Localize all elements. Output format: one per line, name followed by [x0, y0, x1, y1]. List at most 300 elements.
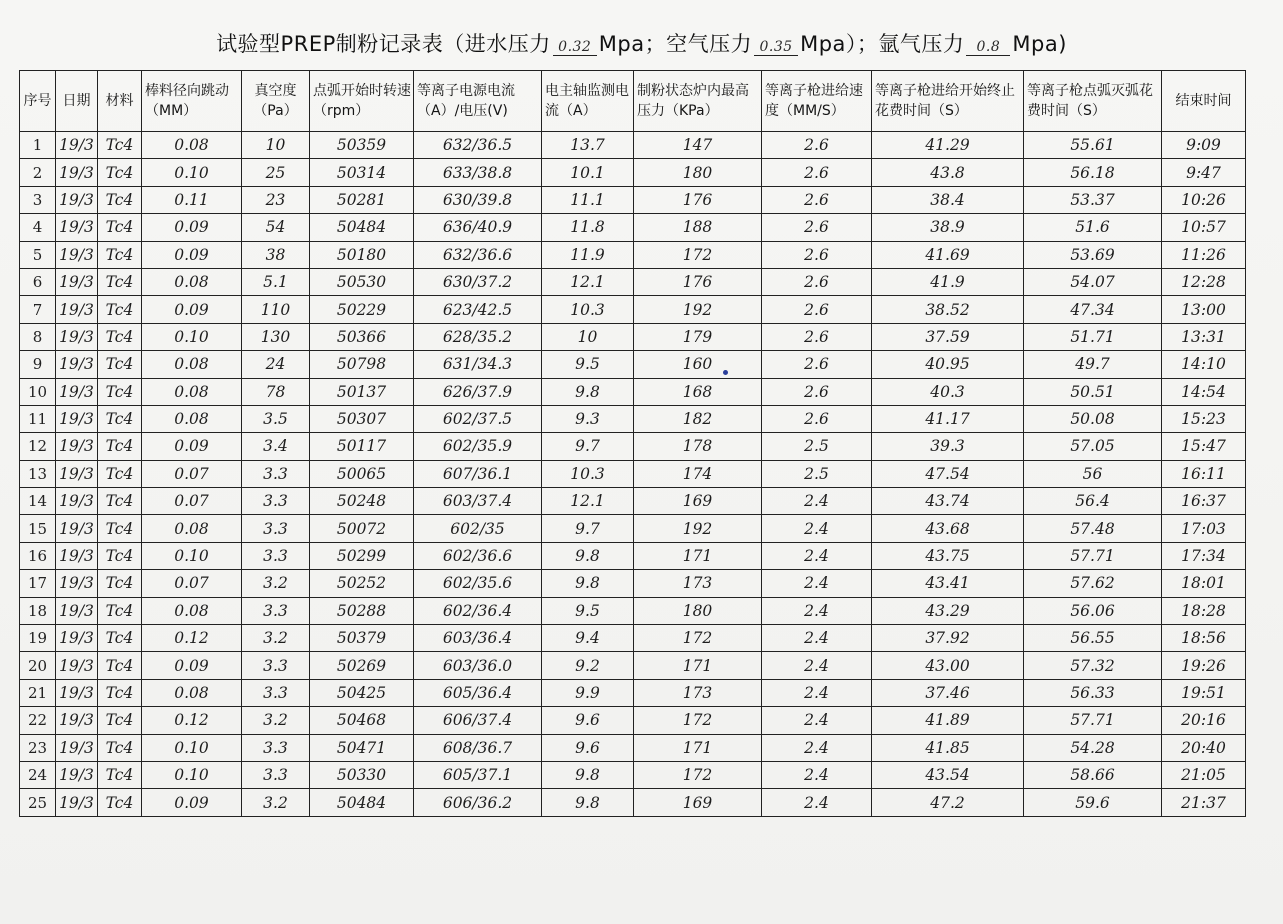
table-row: [20, 296, 1246, 323]
table-cell: 19:51: [1162, 679, 1246, 706]
table-cell: 56.55: [1024, 625, 1162, 652]
table-cell: 40.3: [872, 378, 1024, 405]
table-cell: 16: [20, 542, 56, 569]
table-cell: 2.6: [762, 214, 872, 241]
table-cell: 171: [634, 652, 762, 679]
table-cell: 0.10: [142, 159, 242, 186]
table-cell: 43.29: [872, 597, 1024, 624]
table-cell: 50314: [310, 159, 414, 186]
table-cell: 20:40: [1162, 734, 1246, 761]
table-cell: 176: [634, 186, 762, 213]
table-cell: 9.5: [542, 351, 634, 378]
table-cell: 19/3: [56, 542, 98, 569]
table-cell: 19/3: [56, 597, 98, 624]
table-row: [20, 214, 1246, 241]
table-cell: 608/36.7: [414, 734, 542, 761]
table-cell: 50468: [310, 707, 414, 734]
table-cell: 2.6: [762, 296, 872, 323]
table-cell: 631/34.3: [414, 351, 542, 378]
table-cell: 19/3: [56, 734, 98, 761]
table-cell: 626/37.9: [414, 378, 542, 405]
table-cell: 0.10: [142, 323, 242, 350]
table-cell: 169: [634, 789, 762, 816]
table-cell: 9.8: [542, 761, 634, 788]
table-cell: 0.11: [142, 186, 242, 213]
table-cell: 39.3: [872, 433, 1024, 460]
table-cell: 603/36.0: [414, 652, 542, 679]
table-cell: 14:10: [1162, 351, 1246, 378]
table-cell: 10: [20, 378, 56, 405]
table-cell: 2.4: [762, 515, 872, 542]
table-cell: 23: [20, 734, 56, 761]
table-cell: 19/3: [56, 652, 98, 679]
table-cell: 19/3: [56, 186, 98, 213]
table-cell: 168: [634, 378, 762, 405]
table-cell: 47.54: [872, 460, 1024, 487]
table-cell: 2.4: [762, 707, 872, 734]
air-pressure-value: 0.35: [754, 39, 798, 56]
table-cell: 173: [634, 679, 762, 706]
table-cell: 41.29: [872, 132, 1024, 159]
water-pressure-value: 0.32: [553, 39, 597, 56]
table-cell: 38.52: [872, 296, 1024, 323]
table-cell: 0.09: [142, 652, 242, 679]
table-cell: 43.68: [872, 515, 1024, 542]
table-cell: 50281: [310, 186, 414, 213]
table-cell: 20:16: [1162, 707, 1246, 734]
table-cell: 12.1: [542, 488, 634, 515]
table-row: [20, 323, 1246, 350]
table-cell: 9.5: [542, 597, 634, 624]
table-cell: 19/3: [56, 378, 98, 405]
table-row: [20, 241, 1246, 268]
table-cell: 15: [20, 515, 56, 542]
table-cell: 19/3: [56, 789, 98, 816]
table-cell: Tc4: [98, 597, 142, 624]
table-cell: 11:26: [1162, 241, 1246, 268]
table-row: [20, 351, 1246, 378]
table-row: [20, 460, 1246, 487]
table-cell: 20: [20, 652, 56, 679]
table-cell: 602/35: [414, 515, 542, 542]
table-cell: 636/40.9: [414, 214, 542, 241]
table-cell: 50484: [310, 789, 414, 816]
table-cell: 13: [20, 460, 56, 487]
table-cell: 19/3: [56, 323, 98, 350]
table-cell: 606/37.4: [414, 707, 542, 734]
table-cell: Tc4: [98, 789, 142, 816]
table-cell: 130: [242, 323, 310, 350]
table-cell: 0.09: [142, 241, 242, 268]
table-cell: 178: [634, 433, 762, 460]
table-cell: 13:00: [1162, 296, 1246, 323]
column-header: 结束时间: [1162, 71, 1246, 132]
table-cell: 50299: [310, 542, 414, 569]
table-cell: 2.4: [762, 597, 872, 624]
table-cell: 3.2: [242, 789, 310, 816]
table-cell: 19/3: [56, 351, 98, 378]
table-row: [20, 570, 1246, 597]
table-cell: 628/35.2: [414, 323, 542, 350]
table-cell: 9.3: [542, 405, 634, 432]
table-cell: 10:57: [1162, 214, 1246, 241]
table-cell: 41.69: [872, 241, 1024, 268]
table-cell: 50330: [310, 761, 414, 788]
table-cell: 192: [634, 296, 762, 323]
table-cell: 9.8: [542, 789, 634, 816]
title-mid-1: Mpa；空气压力: [598, 32, 753, 56]
table-cell: 3.3: [242, 542, 310, 569]
table-cell: 0.10: [142, 542, 242, 569]
table-cell: 13:31: [1162, 323, 1246, 350]
table-cell: 605/37.1: [414, 761, 542, 788]
table-cell: 57.05: [1024, 433, 1162, 460]
table-row: [20, 625, 1246, 652]
table-row: [20, 268, 1246, 295]
table-cell: 2.6: [762, 323, 872, 350]
table-cell: 13.7: [542, 132, 634, 159]
table-cell: Tc4: [98, 132, 142, 159]
table-cell: 53.69: [1024, 241, 1162, 268]
table-cell: 2: [20, 159, 56, 186]
table-cell: 19/3: [56, 214, 98, 241]
table-cell: 41.17: [872, 405, 1024, 432]
table-cell: 623/42.5: [414, 296, 542, 323]
table-cell: 602/35.6: [414, 570, 542, 597]
table-cell: 0.08: [142, 515, 242, 542]
table-cell: 43.54: [872, 761, 1024, 788]
table-cell: 0.08: [142, 597, 242, 624]
table-cell: 0.09: [142, 214, 242, 241]
table-cell: 38.4: [872, 186, 1024, 213]
table-cell: 57.71: [1024, 707, 1162, 734]
column-header: 等离子枪进给开始终止花费时间（S）: [872, 71, 1024, 132]
table-cell: 21:05: [1162, 761, 1246, 788]
table-cell: 50484: [310, 214, 414, 241]
table-cell: 10:26: [1162, 186, 1246, 213]
title-prefix: 试验型PREP制粉记录表（进水压力: [216, 32, 551, 56]
table-cell: 41.85: [872, 734, 1024, 761]
table-cell: 38.9: [872, 214, 1024, 241]
table-cell: 0.08: [142, 132, 242, 159]
table-cell: 3.5: [242, 405, 310, 432]
table-cell: Tc4: [98, 214, 142, 241]
table-cell: 174: [634, 460, 762, 487]
table-cell: 54.28: [1024, 734, 1162, 761]
table-cell: 603/37.4: [414, 488, 542, 515]
table-cell: 3.3: [242, 734, 310, 761]
table-cell: 43.8: [872, 159, 1024, 186]
table-cell: 171: [634, 734, 762, 761]
table-cell: 18:56: [1162, 625, 1246, 652]
table-cell: 50137: [310, 378, 414, 405]
table-cell: 605/36.4: [414, 679, 542, 706]
table-cell: 19/3: [56, 159, 98, 186]
table-cell: 607/36.1: [414, 460, 542, 487]
table-cell: 21:37: [1162, 789, 1246, 816]
table-cell: 3.3: [242, 515, 310, 542]
table-cell: 16:37: [1162, 488, 1246, 515]
table-cell: 57.48: [1024, 515, 1162, 542]
column-header: 序号: [20, 71, 56, 132]
table-cell: 0.09: [142, 296, 242, 323]
table-cell: 3.4: [242, 433, 310, 460]
table-cell: 14:54: [1162, 378, 1246, 405]
table-cell: 43.00: [872, 652, 1024, 679]
table-cell: 15:47: [1162, 433, 1246, 460]
column-header: 棒料径向跳动（MM）: [142, 71, 242, 132]
table-cell: 602/37.5: [414, 405, 542, 432]
table-cell: Tc4: [98, 351, 142, 378]
table-cell: 16:11: [1162, 460, 1246, 487]
table-cell: 169: [634, 488, 762, 515]
table-cell: 0.09: [142, 433, 242, 460]
table-cell: 11.9: [542, 241, 634, 268]
table-row: [20, 488, 1246, 515]
table-cell: 50117: [310, 433, 414, 460]
table-cell: 10.3: [542, 296, 634, 323]
table-cell: 19/3: [56, 679, 98, 706]
table-cell: 24: [20, 761, 56, 788]
table-cell: 50379: [310, 625, 414, 652]
table-cell: 0.10: [142, 761, 242, 788]
table-cell: 5.1: [242, 268, 310, 295]
table-cell: 12:28: [1162, 268, 1246, 295]
table-cell: 2.6: [762, 268, 872, 295]
table-body: [20, 132, 1246, 817]
table-cell: 9:09: [1162, 132, 1246, 159]
table-cell: 19/3: [56, 433, 98, 460]
table-cell: Tc4: [98, 241, 142, 268]
table-cell: Tc4: [98, 460, 142, 487]
table-cell: 2.6: [762, 405, 872, 432]
table-cell: 2.6: [762, 132, 872, 159]
table-cell: 2.4: [762, 625, 872, 652]
table-cell: 2.4: [762, 570, 872, 597]
table-cell: 50425: [310, 679, 414, 706]
table-cell: 50359: [310, 132, 414, 159]
table-cell: 47.2: [872, 789, 1024, 816]
table-cell: 9.6: [542, 707, 634, 734]
table-cell: 10.1: [542, 159, 634, 186]
table-cell: 9.4: [542, 625, 634, 652]
table-cell: Tc4: [98, 570, 142, 597]
table-cell: 19/3: [56, 132, 98, 159]
table-cell: 19/3: [56, 625, 98, 652]
table-cell: 56.18: [1024, 159, 1162, 186]
table-cell: 22: [20, 707, 56, 734]
table-cell: 57.71: [1024, 542, 1162, 569]
table-cell: 37.92: [872, 625, 1024, 652]
table-cell: 18: [20, 597, 56, 624]
table-cell: 2.4: [762, 542, 872, 569]
table-cell: 5: [20, 241, 56, 268]
column-header: 等离子枪点弧灭弧花费时间（S）: [1024, 71, 1162, 132]
table-cell: 43.74: [872, 488, 1024, 515]
table-cell: 172: [634, 625, 762, 652]
table-row: [20, 542, 1246, 569]
table-cell: 9.8: [542, 542, 634, 569]
table-cell: 38: [242, 241, 310, 268]
table-row: [20, 707, 1246, 734]
table-cell: 1: [20, 132, 56, 159]
table-cell: 632/36.5: [414, 132, 542, 159]
table-cell: Tc4: [98, 652, 142, 679]
table-cell: 3.3: [242, 460, 310, 487]
table-cell: 56.4: [1024, 488, 1162, 515]
table-cell: 57.32: [1024, 652, 1162, 679]
table-cell: 50252: [310, 570, 414, 597]
table-cell: 14: [20, 488, 56, 515]
table-cell: 2.4: [762, 761, 872, 788]
table-cell: 0.07: [142, 488, 242, 515]
table-cell: 43.41: [872, 570, 1024, 597]
table-cell: 50229: [310, 296, 414, 323]
table-cell: 19/3: [56, 707, 98, 734]
table-row: [20, 597, 1246, 624]
table-cell: 6: [20, 268, 56, 295]
table-cell: 3.3: [242, 761, 310, 788]
ink-dot: [723, 370, 728, 375]
table-cell: Tc4: [98, 761, 142, 788]
table-cell: 11: [20, 405, 56, 432]
table-cell: 37.46: [872, 679, 1024, 706]
table-cell: Tc4: [98, 378, 142, 405]
title-suffix: Mpa): [1012, 32, 1067, 56]
table-cell: 3.3: [242, 597, 310, 624]
table-cell: 10.3: [542, 460, 634, 487]
table-cell: 2.5: [762, 433, 872, 460]
table-row: [20, 789, 1246, 816]
table-cell: 10: [542, 323, 634, 350]
table-cell: 9.6: [542, 734, 634, 761]
table-cell: 50471: [310, 734, 414, 761]
table-row: [20, 515, 1246, 542]
table-cell: 41.89: [872, 707, 1024, 734]
table-cell: Tc4: [98, 159, 142, 186]
table-cell: 40.95: [872, 351, 1024, 378]
table-cell: 3.2: [242, 570, 310, 597]
table-row: [20, 433, 1246, 460]
table-cell: 19/3: [56, 460, 98, 487]
table-cell: 50269: [310, 652, 414, 679]
table-cell: 50288: [310, 597, 414, 624]
table-cell: 4: [20, 214, 56, 241]
table-cell: 3.2: [242, 625, 310, 652]
table-row: [20, 159, 1246, 186]
table-cell: 172: [634, 241, 762, 268]
table-cell: 19/3: [56, 241, 98, 268]
table-cell: 110: [242, 296, 310, 323]
table-cell: 50072: [310, 515, 414, 542]
table-cell: 18:28: [1162, 597, 1246, 624]
table-cell: 180: [634, 159, 762, 186]
table-row: [20, 679, 1246, 706]
table-cell: 11.1: [542, 186, 634, 213]
table-cell: 25: [242, 159, 310, 186]
table-cell: 21: [20, 679, 56, 706]
table-row: [20, 761, 1246, 788]
table-cell: 2.4: [762, 679, 872, 706]
table-cell: 192: [634, 515, 762, 542]
table-row: [20, 734, 1246, 761]
table-cell: 7: [20, 296, 56, 323]
table-cell: 9.2: [542, 652, 634, 679]
table-cell: 2.6: [762, 378, 872, 405]
table-cell: 9: [20, 351, 56, 378]
table-cell: 172: [634, 707, 762, 734]
table-cell: 50.08: [1024, 405, 1162, 432]
table-cell: 19/3: [56, 570, 98, 597]
table-cell: 56.33: [1024, 679, 1162, 706]
table-cell: 12: [20, 433, 56, 460]
table-cell: 176: [634, 268, 762, 295]
table-cell: 50065: [310, 460, 414, 487]
table-cell: 3.2: [242, 707, 310, 734]
table-cell: 54: [242, 214, 310, 241]
table-cell: Tc4: [98, 542, 142, 569]
table-cell: Tc4: [98, 268, 142, 295]
table-cell: 54.07: [1024, 268, 1162, 295]
table-cell: 19/3: [56, 268, 98, 295]
table-header-row: [20, 71, 1246, 132]
table-cell: 0.07: [142, 460, 242, 487]
table-cell: 17:03: [1162, 515, 1246, 542]
table-cell: 19/3: [56, 488, 98, 515]
table-cell: 0.08: [142, 679, 242, 706]
table-cell: 2.6: [762, 186, 872, 213]
table-cell: 172: [634, 761, 762, 788]
table-cell: 47.34: [1024, 296, 1162, 323]
table-cell: 19/3: [56, 515, 98, 542]
table-cell: 188: [634, 214, 762, 241]
table-cell: 12.1: [542, 268, 634, 295]
table-cell: 41.9: [872, 268, 1024, 295]
table-cell: 3.3: [242, 652, 310, 679]
table-cell: 19: [20, 625, 56, 652]
table-cell: 25: [20, 789, 56, 816]
table-cell: 603/36.4: [414, 625, 542, 652]
table-cell: 11.8: [542, 214, 634, 241]
table-cell: Tc4: [98, 186, 142, 213]
table-cell: Tc4: [98, 488, 142, 515]
table-cell: 37.59: [872, 323, 1024, 350]
table-cell: 606/36.2: [414, 789, 542, 816]
table-cell: 9.7: [542, 433, 634, 460]
table-cell: 78: [242, 378, 310, 405]
table-cell: 50180: [310, 241, 414, 268]
table-cell: 182: [634, 405, 762, 432]
table-cell: 173: [634, 570, 762, 597]
table-cell: 50798: [310, 351, 414, 378]
table-cell: 633/38.8: [414, 159, 542, 186]
table-row: [20, 132, 1246, 159]
table-cell: 19:26: [1162, 652, 1246, 679]
table-cell: 0.08: [142, 268, 242, 295]
table-cell: Tc4: [98, 734, 142, 761]
title-mid-2: Mpa）；氩气压力: [800, 32, 965, 56]
table-cell: 171: [634, 542, 762, 569]
table-cell: 8: [20, 323, 56, 350]
table-cell: 50248: [310, 488, 414, 515]
table-cell: 15:23: [1162, 405, 1246, 432]
table-cell: 160: [634, 351, 762, 378]
table-cell: 0.08: [142, 405, 242, 432]
column-header: 电主轴监测电流（A）: [542, 71, 634, 132]
table-cell: 3: [20, 186, 56, 213]
table-cell: 9.8: [542, 378, 634, 405]
table-cell: 0.12: [142, 707, 242, 734]
